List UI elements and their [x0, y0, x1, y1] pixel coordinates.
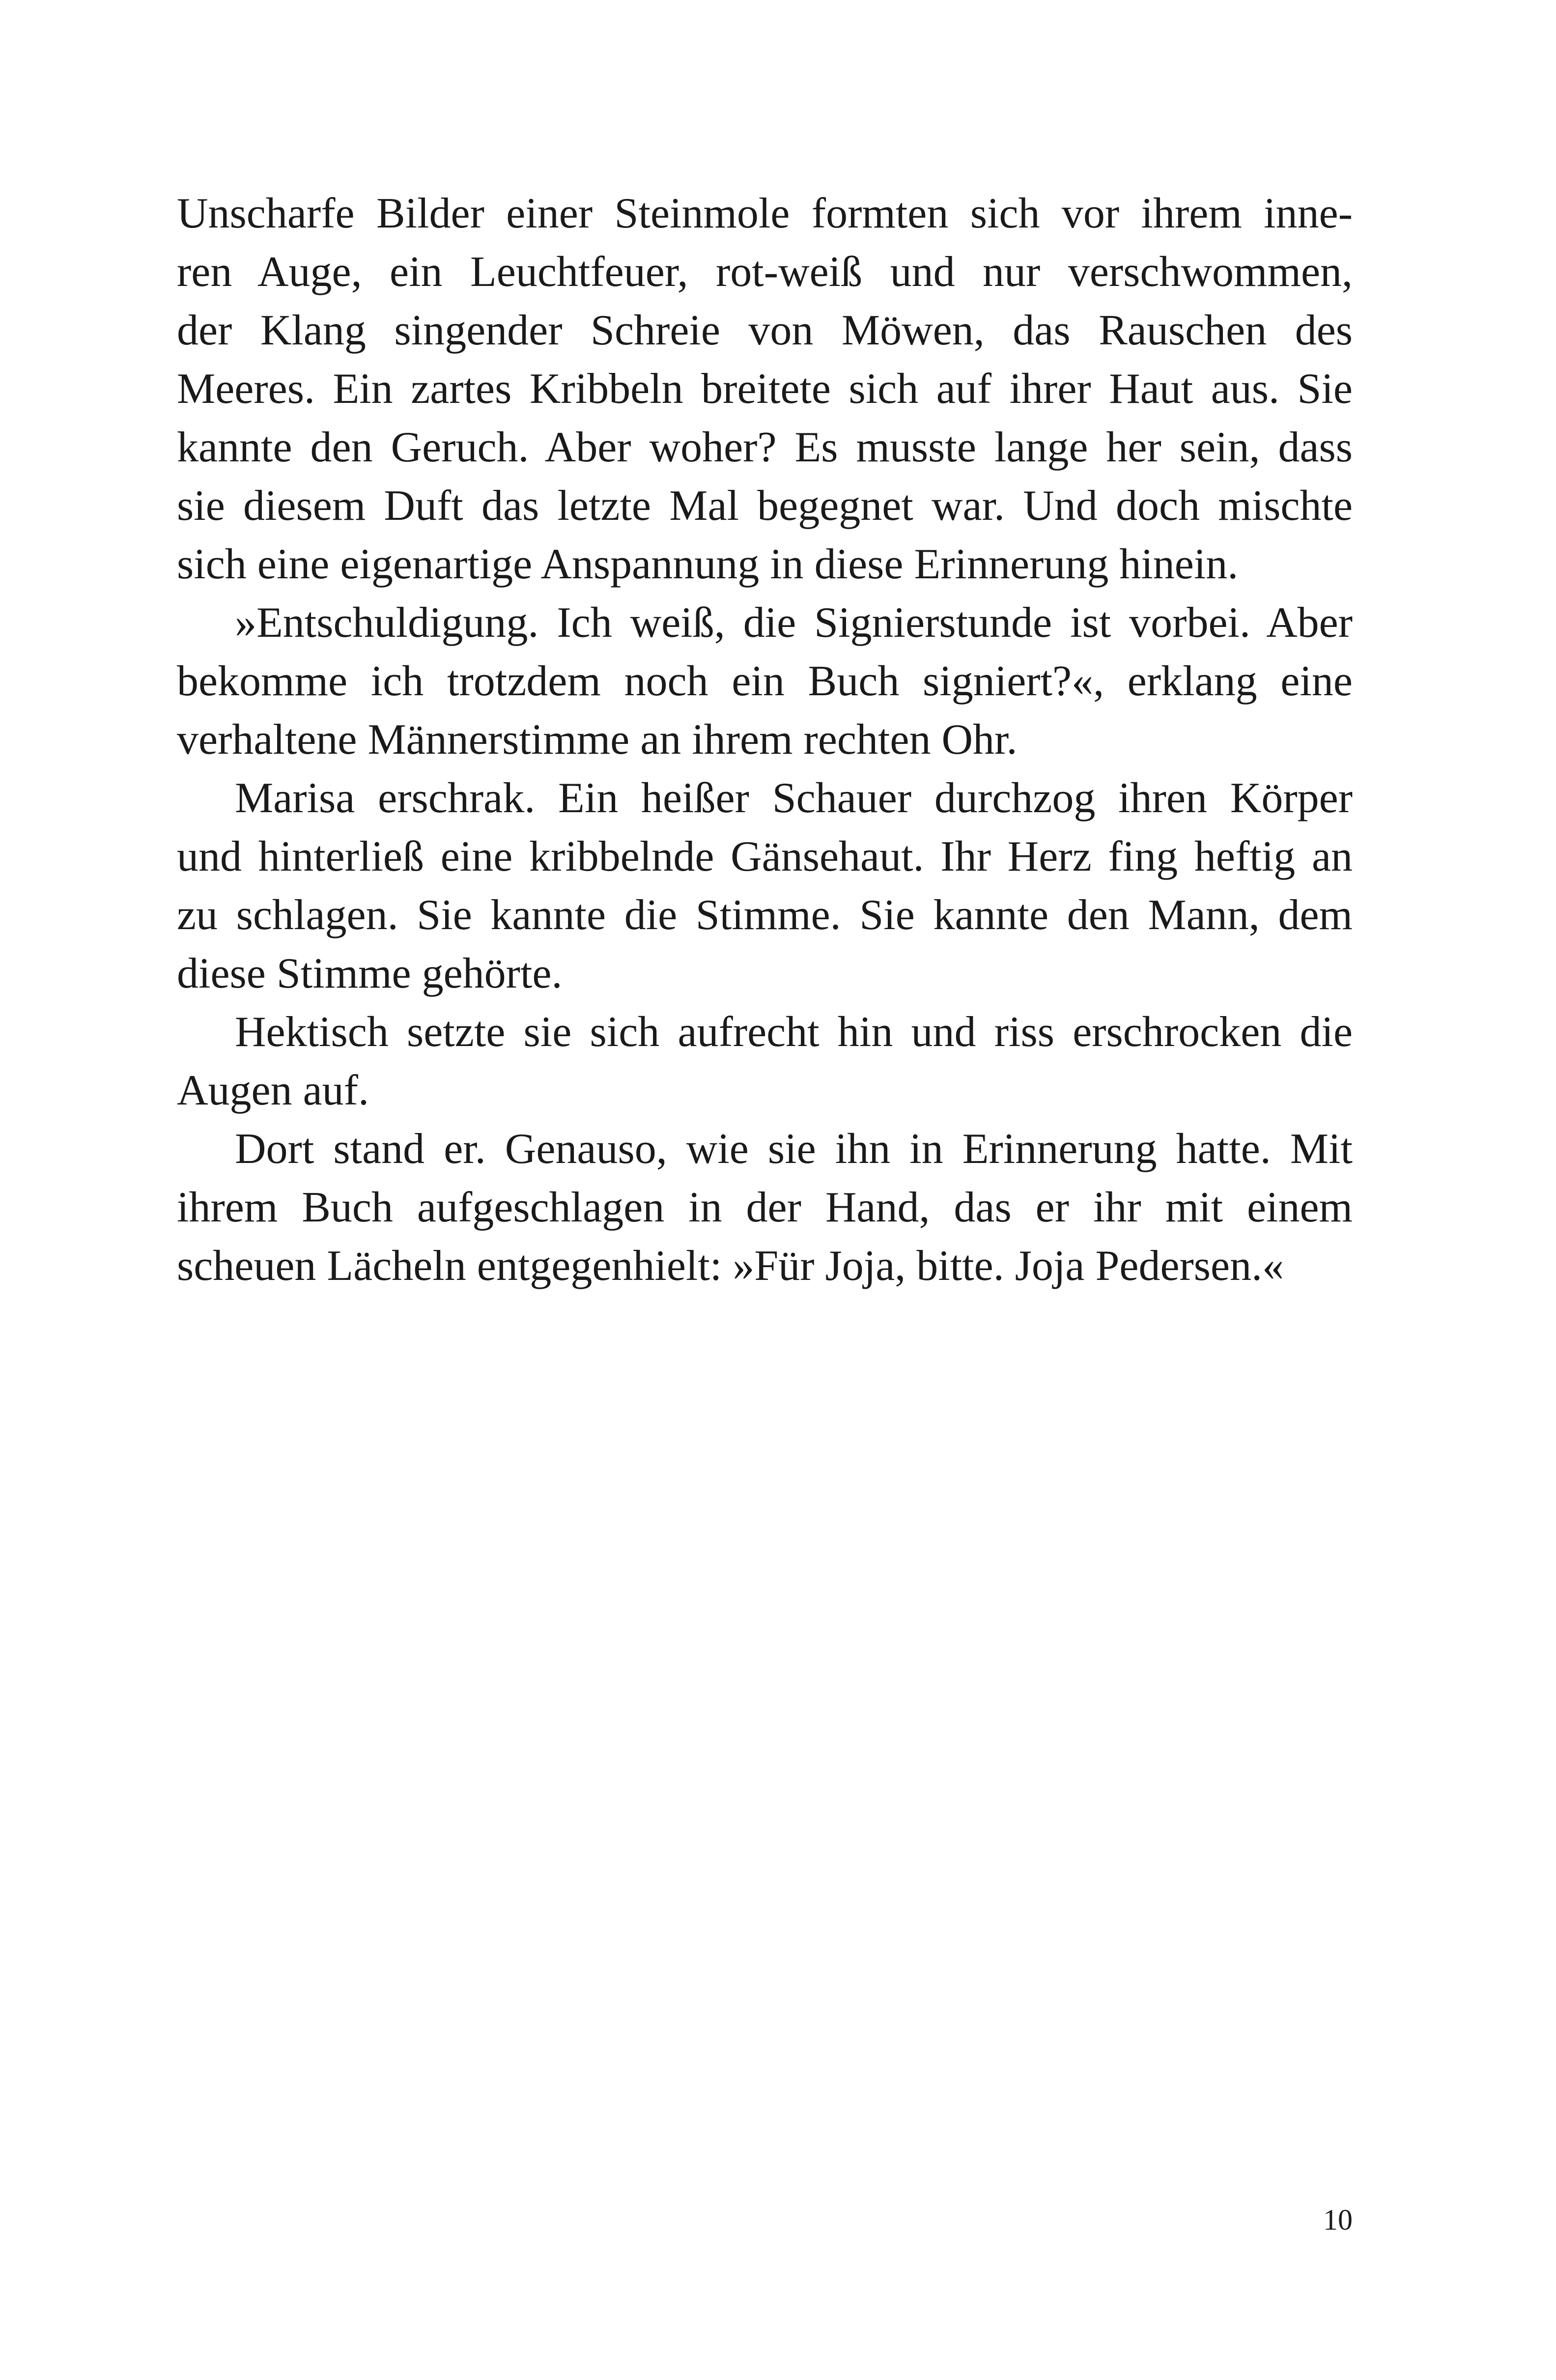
- paragraph-line: kannte den Geruch. Aber woher? Es musste lange her sein, dass: [177, 424, 1353, 471]
- paragraph-line: verhaltene Männerstimme an ihrem rechten Ohr.: [177, 716, 1018, 764]
- paragraph-line: der Klang singender Schreie von Möwen, das Rauschen des: [177, 307, 1353, 354]
- paragraph-line: Dort stand er. Genauso, wie sie ihn in Erinnerung hatte. Mit: [235, 1125, 1353, 1173]
- paragraph-line: scheuen Lächeln entgegenhielt: »Für Joja, bitte. Joja Pedersen.«: [177, 1242, 1284, 1290]
- page-number: 10: [1323, 2204, 1353, 2236]
- paragraph-line: zu schlagen. Sie kannte die Stimme. Sie kannte den Mann, dem: [177, 891, 1353, 939]
- paragraph-line: und hinterließ eine kribbelnde Gänsehaut. Ihr Herz fing heftig an: [177, 833, 1353, 880]
- paragraph-line: Marisa erschrak. Ein heißer Schauer durchzog ihren Körper: [235, 774, 1353, 822]
- paragraph-line: »Entschuldigung. Ich weiß, die Signierstunde ist vorbei. Aber: [235, 599, 1353, 647]
- paragraph-line: sie diesem Duft das letzte Mal begegnet war. Und doch mischte: [177, 482, 1353, 530]
- body-text: [177, 184, 1353, 1295]
- paragraph-line: Augen auf.: [177, 1067, 369, 1114]
- paragraph-line: ihrem Buch aufgeschlagen in der Hand, das er ihr mit einem: [177, 1184, 1353, 1231]
- paragraph-line: Hektisch setzte sie sich aufrecht hin und riss erschrocken die: [235, 1008, 1353, 1056]
- paragraph-line: sich eine eigenartige Anspannung in diese Erinnerung hinein.: [177, 540, 1239, 588]
- paragraph-line: bekomme ich trotzdem noch ein Buch signiert?«, erklang eine: [177, 657, 1353, 705]
- paragraph-line: Meeres. Ein zartes Kribbeln breitete sich auf ihrer Haut aus. Sie: [177, 365, 1353, 413]
- paragraph-line: diese Stimme gehörte.: [177, 950, 563, 997]
- paragraph-line: ren Auge, ein Leuchtfeuer, rot-weiß und nur verschwommen,: [177, 248, 1353, 296]
- paragraph-line: Unscharfe Bilder einer Steinmole formten sich vor ihrem inne-: [177, 190, 1353, 237]
